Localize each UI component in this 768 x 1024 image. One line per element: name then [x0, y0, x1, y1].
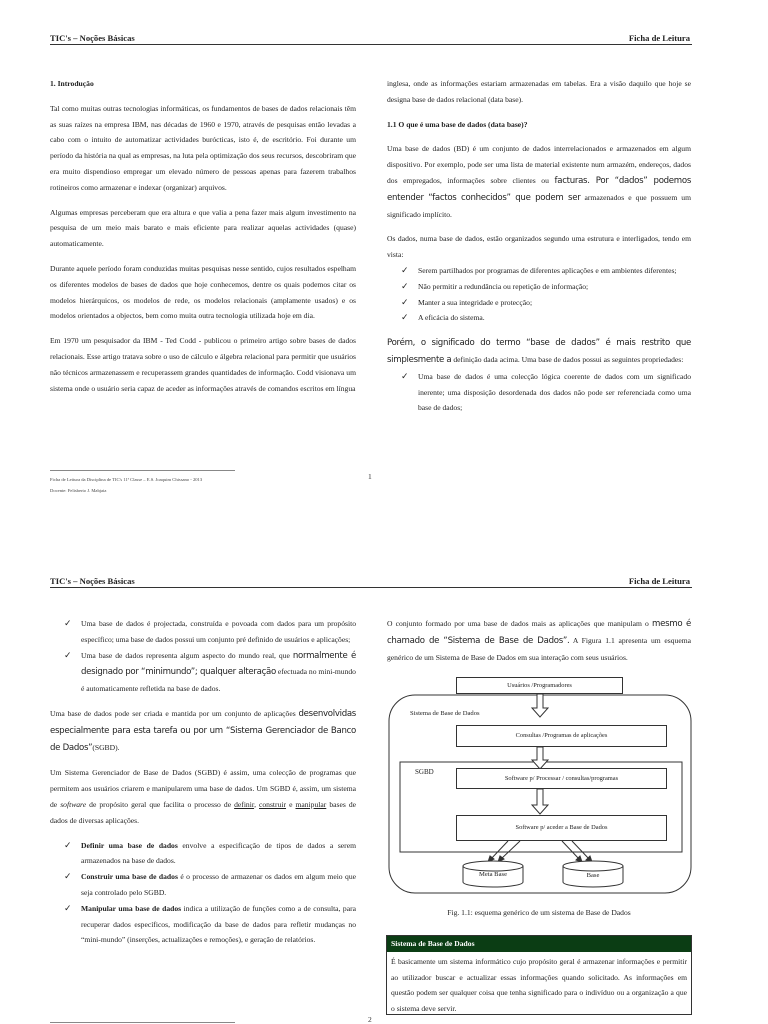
page2-right-column — [387, 616, 691, 674]
definition-box-title: Sistema de Base de Dados — [387, 936, 691, 952]
paragraph: inglesa, onde as informações estariam armazenadas em tabelas. Era a visão daquilo que hoje se designa base de dados relacional (data base). — [387, 79, 691, 104]
paragraph: Em 1970 um pesquisador da IBM - Ted Codd - publicou o primeiro artigo sobre bases de dados relacionais. Esse artigo tratava sobre o uso de cálculo e álgebra relacional para permitir que usuários não técnicos armazenassem e recuperassem grandes quantidades de informação. Codd visionava um sistema onde o usuário seria capaz de aceder as informações através de comandos escritos em língua — [50, 336, 356, 393]
text-run: definição dada acima. Uma base de dados possui as seguintes propriedades: — [453, 354, 684, 364]
paragraph: Algumas empresas perceberam que era altura e que valia a pena fazer mais algum investimento na pesquisa de um meio mais barato e mais eficiente para realizar aquelas actividades (quase) automaticamente. — [50, 207, 356, 249]
footnote-rule — [50, 470, 235, 471]
paragraph: Tal como muitas outras tecnologias informáticas, os fundamentos de bases de dados relacionais têm as suas raízes na empresa IBM, nas décadas de 1960 e 1970, através de pesquisas então levadas a cabo com o intuito de automatizar actividades burócticas, isto é, de escritório. Foi durante um período da história na qual as empresas, na luta pela optimização dos seus recursos, descobriram que era muito dispendioso empregar um elevado número de pessoas apenas para fazerem trabalhos rotineiros como armazenar e indexar (organizar) arquivos. — [50, 103, 356, 192]
check-icon: ✓ — [64, 902, 72, 913]
meta-base-label: Meta Base — [478, 871, 507, 878]
system-label: Sistema de Base de Dados — [410, 710, 480, 717]
users-box: Usuários /Programadores — [456, 677, 623, 694]
list-item: ✓ Construir uma base de dados é o processo de armazenar os dados em algum meio que seja controlado pelo SGBD. — [64, 871, 356, 897]
handwritten-text-run: normalmente é designado por “minimundo”; qualquer alteração — [81, 650, 356, 678]
paragraph — [387, 335, 691, 369]
figure-caption: Fig. 1.1: esquema genérico de um sistema de Base de Dados — [447, 908, 631, 917]
handwritten-text-run: Porém, o significado do termo “base de dados” é mais restrito que simplesmente a — [387, 338, 691, 365]
paragraph: Os dados, numa base de dados, estão organizados segundo uma estrutura e interligados, tendo em vista: — [387, 234, 691, 260]
definition-box — [386, 935, 692, 1015]
list-item: ✓ Uma base de dados representa algum aspecto do mundo real, que normalmente é designado por “minimundo”; qualquer alteração efectuada no mini-mundo é automaticamente refletida na base de dados. — [64, 649, 356, 694]
check-icon: ✓ — [401, 280, 409, 291]
page1-left-column — [50, 76, 356, 405]
page-number: 1 — [368, 472, 372, 481]
check-icon: ✓ — [64, 871, 72, 882]
processor-box: Software p/ Processar / consultas/programas — [456, 768, 667, 789]
objectives-list — [387, 263, 691, 326]
database-icon-top — [563, 861, 623, 871]
page1-header-rule — [50, 44, 692, 45]
paragraph: O conjunto formado por uma base de dados mais as aplicações que manipulam o mesmo é chamado de “Sistema de Base de Dados”. A Figura 1.1 apresenta um esquema genérico de um Sistema de Base de Dados em sua interação com seus usuários. — [387, 619, 691, 662]
page2-header-rule — [50, 587, 692, 588]
paragraph: Um Sistema Gerenciador de Base de Dados (SGBD) é assim, uma colecção de programas que permitem aos usuários criarem e manipularem uma base de dados. Um SGBD é, assim, um sistema de software de propósito geral que facilita o processo de definir, construir e manipular bases de dados de diversas aplicações. — [50, 768, 356, 825]
check-icon: ✓ — [64, 618, 72, 628]
page2-header-title: TIC's – Noções Básicas — [50, 576, 135, 586]
definition-box-text: É basicamente um sistema informático cujo propósito geral é armazenar informações e permitir ao utilizador buscar e actualizar essas informações quando solicitado. As informações em questão podem ser qualquer coisa que tenha significado para o indivíduo ou a organização a que o sistema deve servir. — [391, 957, 687, 1013]
text-run: Uma base de dados (BD) é um conjunto de dados interrelacionados e armazenados em algum dispositivo. Por exemplo, pode ser uma lista de material existente num armazém, endereços, dados dos empregados, informações sobre clientes ou — [387, 144, 691, 185]
footnote-course: Ficha de Leitura da Disciplina de TIC's 11ª Classe – E.S. Joaquim Chissano - 2013 — [50, 477, 203, 482]
check-icon: ✓ — [401, 312, 409, 323]
check-icon: ✓ — [64, 649, 72, 660]
check-icon: ✓ — [401, 264, 409, 275]
queries-box: Consultas /Programas de aplicações — [456, 725, 667, 747]
paragraph: Durante aquele período foram conduzidas muitas pesquisas nesse sentido, cujos resultados espelham os diferentes modelos de bases de dados que hoje conhecemos, dentre os quais podemos citar os modelos hierárquicos, os modelos de rede, os modelos relacionais (amplamente usados) e os modelos orientados a objectos, bem como muita outra tecnologia utilizada hoje em dia. — [50, 263, 356, 321]
access-box: Software p/ aceder a Base de Dados — [456, 815, 667, 841]
arrow-down-icon — [532, 789, 548, 814]
handwritten-text-run: mesmo é chamado de “Sistema de Base de Dados”. — [387, 619, 691, 646]
properties-list — [387, 369, 691, 416]
list-item: ✓ Uma base de dados é projectada, construída e povoada com dados para um propósito específico; uma base de dados possui um conjunto pré definido de usuários e aplicações; — [64, 618, 356, 644]
list-item: ✓ Uma base de dados é uma colecção lógica coerente de dados com um significado inerente; uma disposição desordenada dos dados não pode ser referenciada como uma base de dados; — [401, 370, 691, 413]
section-heading-what-is-db: 1.1 O que é uma base de dados (data base)? — [387, 119, 528, 129]
arrows — [532, 694, 548, 814]
list-item: ✓ A eficácia do sistema. — [387, 310, 691, 326]
list-item: ✓ Manipular uma base de dados indica a utilização de funções como a de consulta, para recuperar dados específicos, modificação da base de dados para refletir mudanças no “mini-mundo” (inserções, actualizações e remoções), e geração de relatórios. — [64, 902, 357, 945]
handwritten-text-run: desenvolvidas especialmente para esta tarefa ou por um “Sistema Gerenciador de Banco de Dados” — [50, 708, 356, 753]
base-label: Base — [586, 872, 600, 879]
page2-header-doc-type: Ficha de Leitura — [628, 576, 690, 586]
section-heading-intro: 1. Introdução — [50, 79, 94, 88]
check-icon: ✓ — [64, 839, 72, 850]
page2-left-column — [50, 616, 356, 957]
check-icon: ✓ — [401, 296, 409, 307]
sgbd-label: SGBD — [415, 768, 434, 776]
list-item: ✓ Manter a sua integridade e protecção; — [387, 295, 691, 311]
page1-right-column — [387, 76, 691, 425]
list-item: ✓ Serem partilhados por programas de diferentes aplicações e em ambientes diferentes; — [387, 263, 691, 279]
arrow-down-icon — [532, 694, 548, 717]
page-number: 2 — [368, 1015, 372, 1024]
sgbd-operations-list — [50, 838, 356, 949]
db-properties-list — [50, 616, 356, 697]
page1-header-doc-type: Ficha de Leitura — [628, 33, 690, 43]
footnote-rule — [50, 1022, 235, 1023]
footnote-teacher: Docente: Felisberto J. Mabjaia — [50, 488, 107, 493]
paragraph: Uma base de dados pode ser criada e mantida por um conjunto de aplicações desenvolvidas especialmente para esta tarefa ou por um “Sistema Gerenciador de Banco de Dados”(SGBD). — [50, 708, 356, 753]
check-icon: ✓ — [401, 370, 409, 381]
database-icon-top — [463, 861, 523, 871]
paragraph — [387, 141, 691, 222]
page1-header-title: TIC's – Noções Básicas — [50, 33, 135, 43]
handwritten-text-run: facturas. Por “dados” podemos entender “factos conhecidos” que podem ser — [387, 175, 691, 203]
arrow-down-icon — [532, 747, 548, 769]
list-item: ✓ Não permitir a redundância ou repetição de informação; — [387, 279, 691, 295]
list-item: ✓ Definir uma base de dados envolve a especificação de tipos de dados a serem armazenados na base de dados. — [64, 839, 356, 866]
text-run: armazenados e que possuem um significado implícito. — [387, 192, 692, 219]
